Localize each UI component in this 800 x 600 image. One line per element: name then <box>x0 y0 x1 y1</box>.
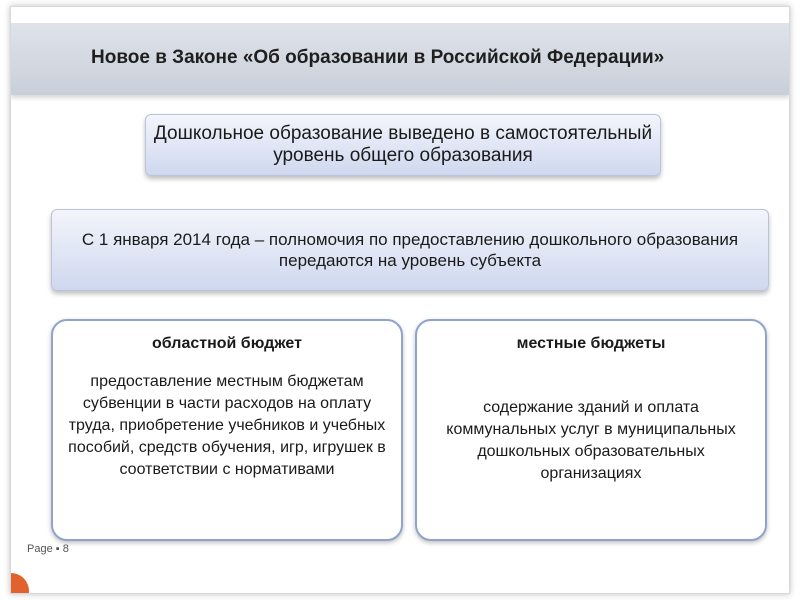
transfer-of-powers-box <box>51 209 769 291</box>
transfer-of-powers-text: С 1 января 2014 года – полномочия по предоставлению дошкольного образования передаются на уровень субъекта <box>81 230 739 270</box>
regional-budget-text: предоставление местным бюджетам субвенции в части расходов на оплату труда, приобретение учебников и учебных пособий, средств обучения, игр, игрушек в соответствии с нормативами <box>68 373 386 478</box>
local-budgets-title: местные бюджеты <box>516 335 666 352</box>
regional-budget-panel <box>51 319 403 541</box>
slide-title: Новое в Законе «Об образовании в Российской Федерации» <box>91 47 665 68</box>
regional-budget-title: областной бюджет <box>152 335 302 352</box>
slide <box>10 6 790 594</box>
corner-decoration-icon <box>10 573 29 594</box>
page-number: Page ▪ 8 <box>27 543 69 555</box>
local-budgets-text: содержание зданий и оплата коммунальных услуг в муниципальных дошкольных образовательных организациях <box>446 399 736 482</box>
title-bar <box>11 23 789 95</box>
local-budgets-panel <box>415 319 767 541</box>
preschool-level-text: Дошкольное образование выведено в самостоятельный уровень общего образования <box>153 123 653 166</box>
preschool-level-box <box>145 114 661 176</box>
